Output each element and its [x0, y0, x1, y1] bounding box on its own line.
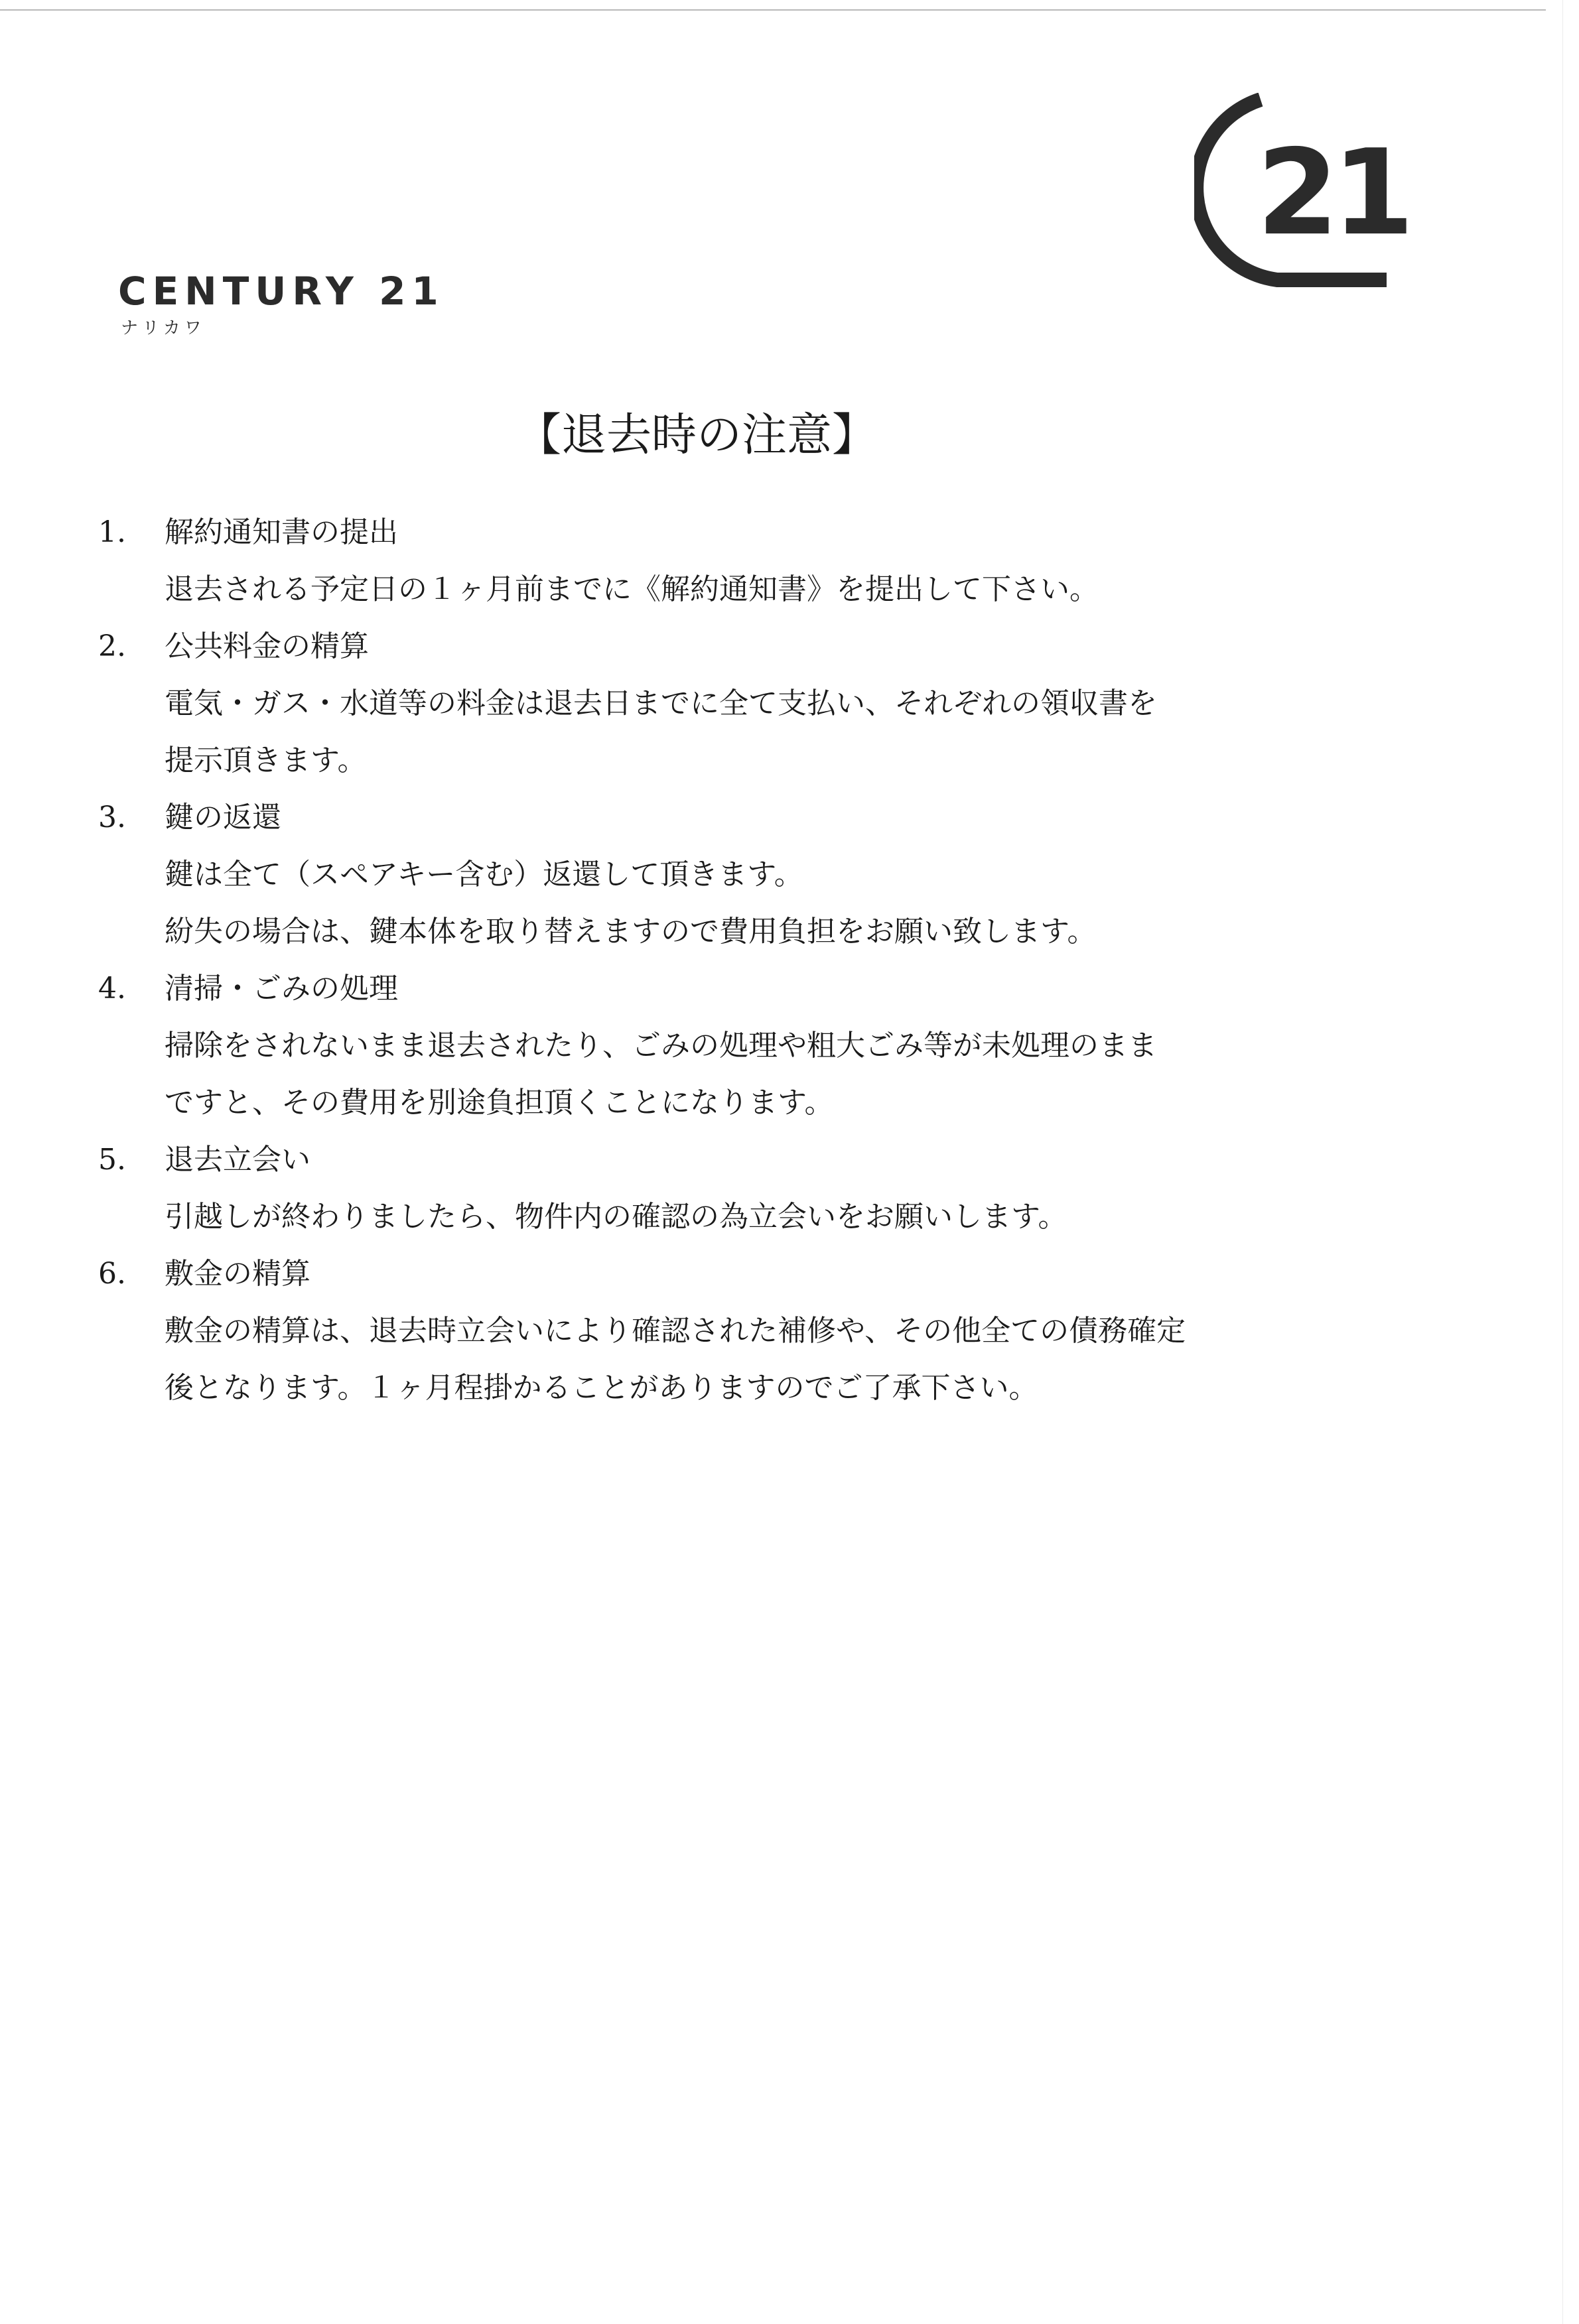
- item-number: 3.: [98, 801, 126, 834]
- item-heading: 公共料金の精算: [165, 629, 369, 663]
- item-number: 6.: [98, 1257, 126, 1291]
- item-heading-row: [98, 789, 1359, 846]
- item-text: ですと、その費用を別途負担頂くことになります。: [165, 1086, 834, 1120]
- list-item: [98, 789, 1359, 960]
- century21-logo-icon: [1194, 93, 1413, 305]
- item-text: 電気・ガス・水道等の料金は退去日までに全て支払い、それぞれの領収書を: [165, 686, 1157, 720]
- item-text: 掃除をされないまま退去されたり、ごみの処理や粗大ごみ等が未処理のまま: [165, 1029, 1157, 1063]
- item-text: 紛失の場合は、鍵本体を取り替えますので費用負担をお願い致します。: [165, 915, 1097, 948]
- list-item: [98, 1246, 1359, 1417]
- item-text: 提示頂きます。: [165, 743, 367, 777]
- item-text: 退去される予定日の１ヶ月前までに《解約通知書》を提出して下さい。: [165, 572, 1099, 606]
- item-text: 後となります。１ヶ月程掛かることがありますのでご了承下さい。: [165, 1371, 1038, 1405]
- item-heading-row: [98, 618, 1359, 675]
- item-number: 4.: [98, 972, 126, 1005]
- item-number: 1.: [98, 515, 126, 549]
- item-heading: 解約通知書の提出: [165, 515, 398, 549]
- brand-subtitle: ナリカワ: [121, 318, 206, 338]
- item-number: 2.: [98, 629, 126, 663]
- item-text: 引越しが終わりましたら、物件内の確認の為立会いをお願いします。: [165, 1200, 1067, 1234]
- svg-text:21: 21: [1257, 124, 1408, 261]
- list-item: [98, 618, 1359, 789]
- item-heading-row: [98, 1131, 1359, 1189]
- scan-edge-shadow: [1562, 0, 1563, 2324]
- item-heading: 退去立会い: [165, 1143, 310, 1177]
- item-heading-row: [98, 504, 1359, 561]
- brand-block: [118, 268, 543, 339]
- list-item: [98, 504, 1359, 618]
- item-heading: 鍵の返還: [165, 801, 281, 834]
- item-text: 鍵は全て（スペアキー含む）返還して頂きます。: [165, 858, 803, 891]
- notice-list: [98, 504, 1359, 1417]
- list-item: [98, 960, 1359, 1131]
- document-title: 【退去時の注意】: [515, 409, 877, 462]
- item-heading-row: [98, 960, 1359, 1017]
- item-heading-row: [98, 1246, 1359, 1303]
- scan-border-line: [0, 9, 1546, 11]
- list-item: [98, 1131, 1359, 1246]
- item-text: 敷金の精算は、退去時立会いにより確認された補修や、その他全ての債務確定: [165, 1314, 1186, 1348]
- item-heading: 敷金の精算: [165, 1257, 310, 1291]
- item-heading: 清掃・ごみの処理: [165, 972, 398, 1005]
- brand-name: CENTURY 21: [118, 269, 445, 314]
- item-number: 5.: [98, 1143, 126, 1177]
